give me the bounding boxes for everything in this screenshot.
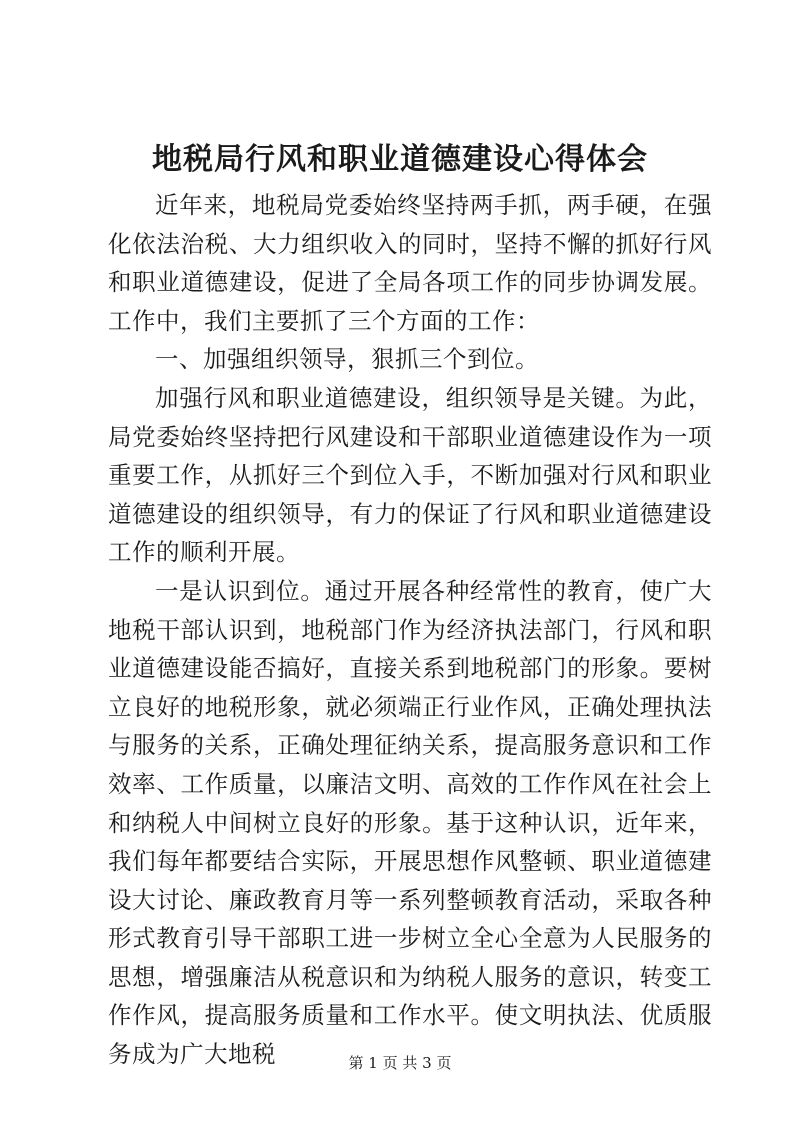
document-title: 地税局行风和职业道德建设心得体会 [152, 142, 648, 177]
page-number-footer: 第 1 页 共 3 页 [348, 1054, 452, 1072]
section-heading: 一、加强组织领导，狠抓三个到位。 [155, 345, 539, 374]
document-body [108, 186, 712, 1074]
body-paragraph: 一是认识到位。通过开展各种经常性的教育，使广大地税干部认识到，地税部门作为经济执法部门，行风和职业道德建设能否搞好，直接关系到地税部门的形象。要树立良好的地税形象，就必须端正行业作风，正确处理执法与服务的关系，正确处理征纳关系，提高服务意识和工作效率、工作质量，以廉洁文明、高效的工作作风在社会上和纳税人中间树立良好的形象。基于这种认识，近年来，我们每年都要结合实际，开展思想作风整顿、职业道德建设大讨论、廉政教育月等一系列整顿教育活动，采取各种形式教育引导干部职工进一步树立全心全意为人民服务的思想，增强廉洁从税意识和为纳税人服务的意识，转变工作作风，提高服务质量和工作水平。使文明执法、优质服务成为广大地税 [108, 576, 712, 1069]
body-paragraph: 近年来，地税局党委始终坚持两手抓，两手硬，在强化依法治税、大力组织收入的同时，坚持不懈的抓好行风和职业道德建设，促进了全局各项工作的同步协调发展。工作中，我们主要抓了三个方面的工作： [108, 191, 712, 335]
body-paragraph: 加强行风和职业道德建设，组织领导是关键。为此，局党委始终坚持把行风建设和干部职业道德建设作为一项重要工作，从抓好三个到位入手，不断加强对行风和职业道德建设的组织领导，有力的保证了行风和职业道德建设工作的顺利开展。 [108, 383, 712, 567]
